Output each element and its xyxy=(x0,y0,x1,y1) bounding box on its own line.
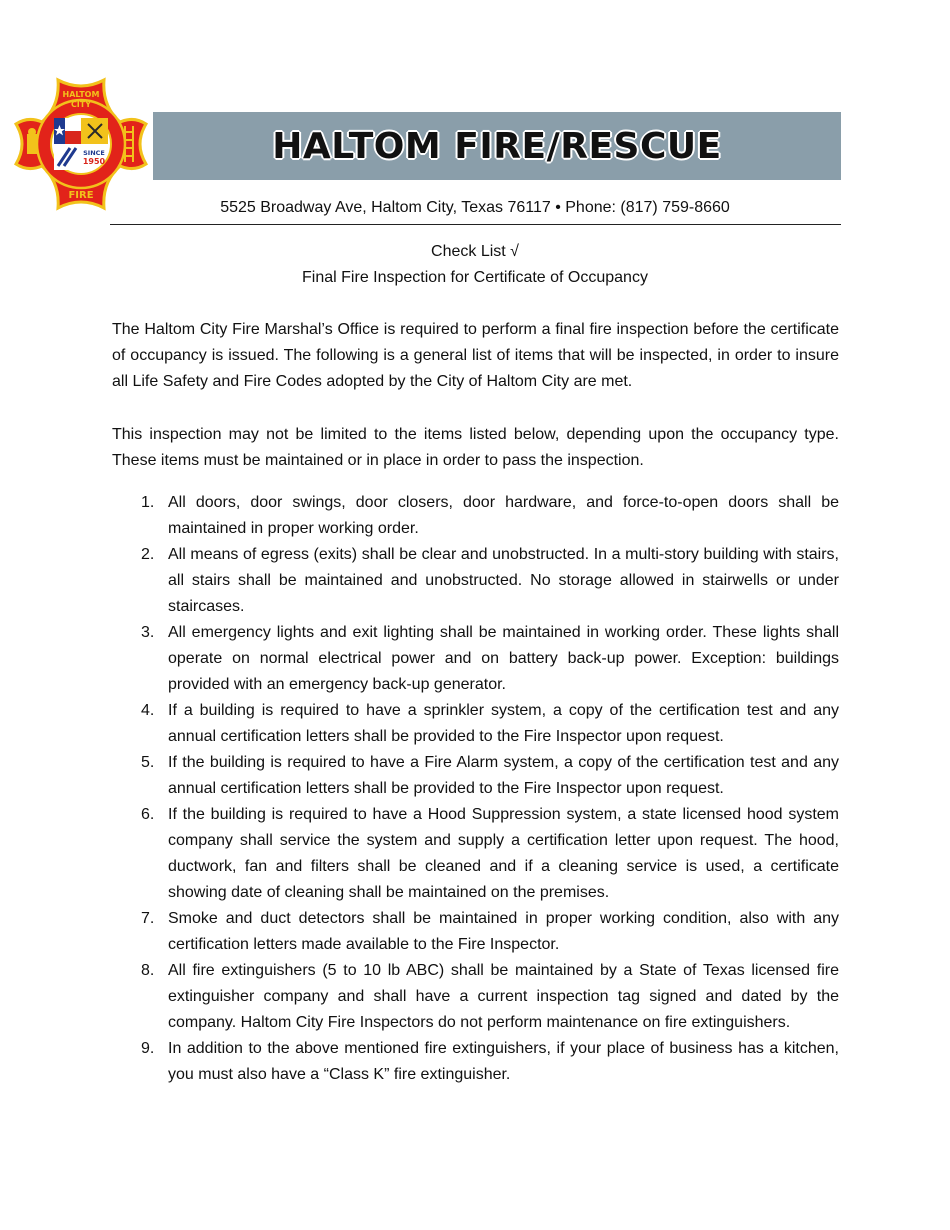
checklist-item xyxy=(112,620,839,698)
checklist-item xyxy=(112,542,839,620)
fire-department-badge-logo xyxy=(12,76,150,212)
logo-since-text: SINCE xyxy=(83,149,105,157)
item-number: 9. xyxy=(141,1040,155,1057)
inspection-checklist xyxy=(112,490,839,1088)
checklist-item xyxy=(112,906,839,958)
item-number: 7. xyxy=(141,910,155,927)
document-subtitle: Final Fire Inspection for Certificate of Occupancy xyxy=(302,269,648,286)
item-text: All means of egress (exits) shall be clear and unobstructed. In a multi-story building with stairs, all stairs shall be maintained and unobstructed. No storage allowed in stairwells or under staircases. xyxy=(168,546,839,615)
header-divider xyxy=(110,224,841,225)
logo-middle-text: CITY xyxy=(70,100,92,109)
checklist-title: Check List √ xyxy=(431,243,519,260)
item-text: If the building is required to have a Hood Suppression system, a state licensed hood system company shall service the system and supply a certification letter upon request. The hood, ductwork, fan and filters shall be cleaned and if a cleaning service is used, a certificate showing date of cleaning shall be maintained on the premises. xyxy=(168,806,839,901)
logo-top-text: HALTOM xyxy=(62,90,100,99)
logo-bottom-text: FIRE xyxy=(68,190,94,201)
item-text: All fire extinguishers (5 to 10 lb ABC) shall be maintained by a State of Texas licensed fire extinguisher company and shall have a current inspection tag signed and dated by the company. Haltom City Fire Inspectors do not perform maintenance on fire extinguishers. xyxy=(168,962,839,1031)
item-number: 3. xyxy=(141,624,155,641)
checklist-item xyxy=(112,698,839,750)
item-text: Smoke and duct detectors shall be maintained in proper working condition, also with any certification letters made available to the Fire Inspector. xyxy=(168,910,839,953)
item-text: If a building is required to have a sprinkler system, a copy of the certification test and any annual certification letters shall be provided to the Fire Inspector upon request. xyxy=(168,702,839,745)
department-address: 5525 Broadway Ave, Haltom City, Texas 76117 • Phone: (817) 759-8660 xyxy=(220,199,730,216)
item-number: 5. xyxy=(141,754,155,771)
scope-paragraph: This inspection may not be limited to the items listed below, depending upon the occupancy type. These items must be maintained or in place in order to pass the inspection. xyxy=(112,426,839,469)
item-number: 4. xyxy=(141,702,155,719)
checklist-item xyxy=(112,750,839,802)
title-banner xyxy=(153,112,841,180)
checklist-item xyxy=(112,1036,839,1088)
item-number: 8. xyxy=(141,962,155,979)
logo-year-text: 1950 xyxy=(82,157,106,166)
item-number: 2. xyxy=(141,546,155,563)
department-title: HALTOM FIRE/RESCUE xyxy=(272,125,722,167)
intro-paragraph: The Haltom City Fire Marshal’s Office is required to perform a final fire inspection before the certificate of occupancy is issued. The following is a general list of items that will be inspected, in order to insure all Life Safety and Fire Codes adopted by the City of Haltom City are met. xyxy=(112,321,839,390)
item-number: 6. xyxy=(141,806,155,823)
checklist-item xyxy=(112,958,839,1036)
item-text: All emergency lights and exit lighting shall be maintained in working order. These lights shall operate on normal electrical power and on battery back-up power. Exception: buildings provided with an emergency back-up generator. xyxy=(168,624,839,693)
checklist-item xyxy=(112,802,839,906)
item-number: 1. xyxy=(141,494,155,511)
checklist-item xyxy=(112,490,839,542)
item-text: In addition to the above mentioned fire extinguishers, if your place of business has a kitchen, you must also have a “Class K” fire extinguisher. xyxy=(168,1040,839,1083)
item-text: All doors, door swings, door closers, door hardware, and force-to-open doors shall be maintained in proper working order. xyxy=(168,494,839,537)
item-text: If the building is required to have a Fire Alarm system, a copy of the certification test and any annual certification letters shall be provided to the Fire Inspector upon request. xyxy=(168,754,839,797)
